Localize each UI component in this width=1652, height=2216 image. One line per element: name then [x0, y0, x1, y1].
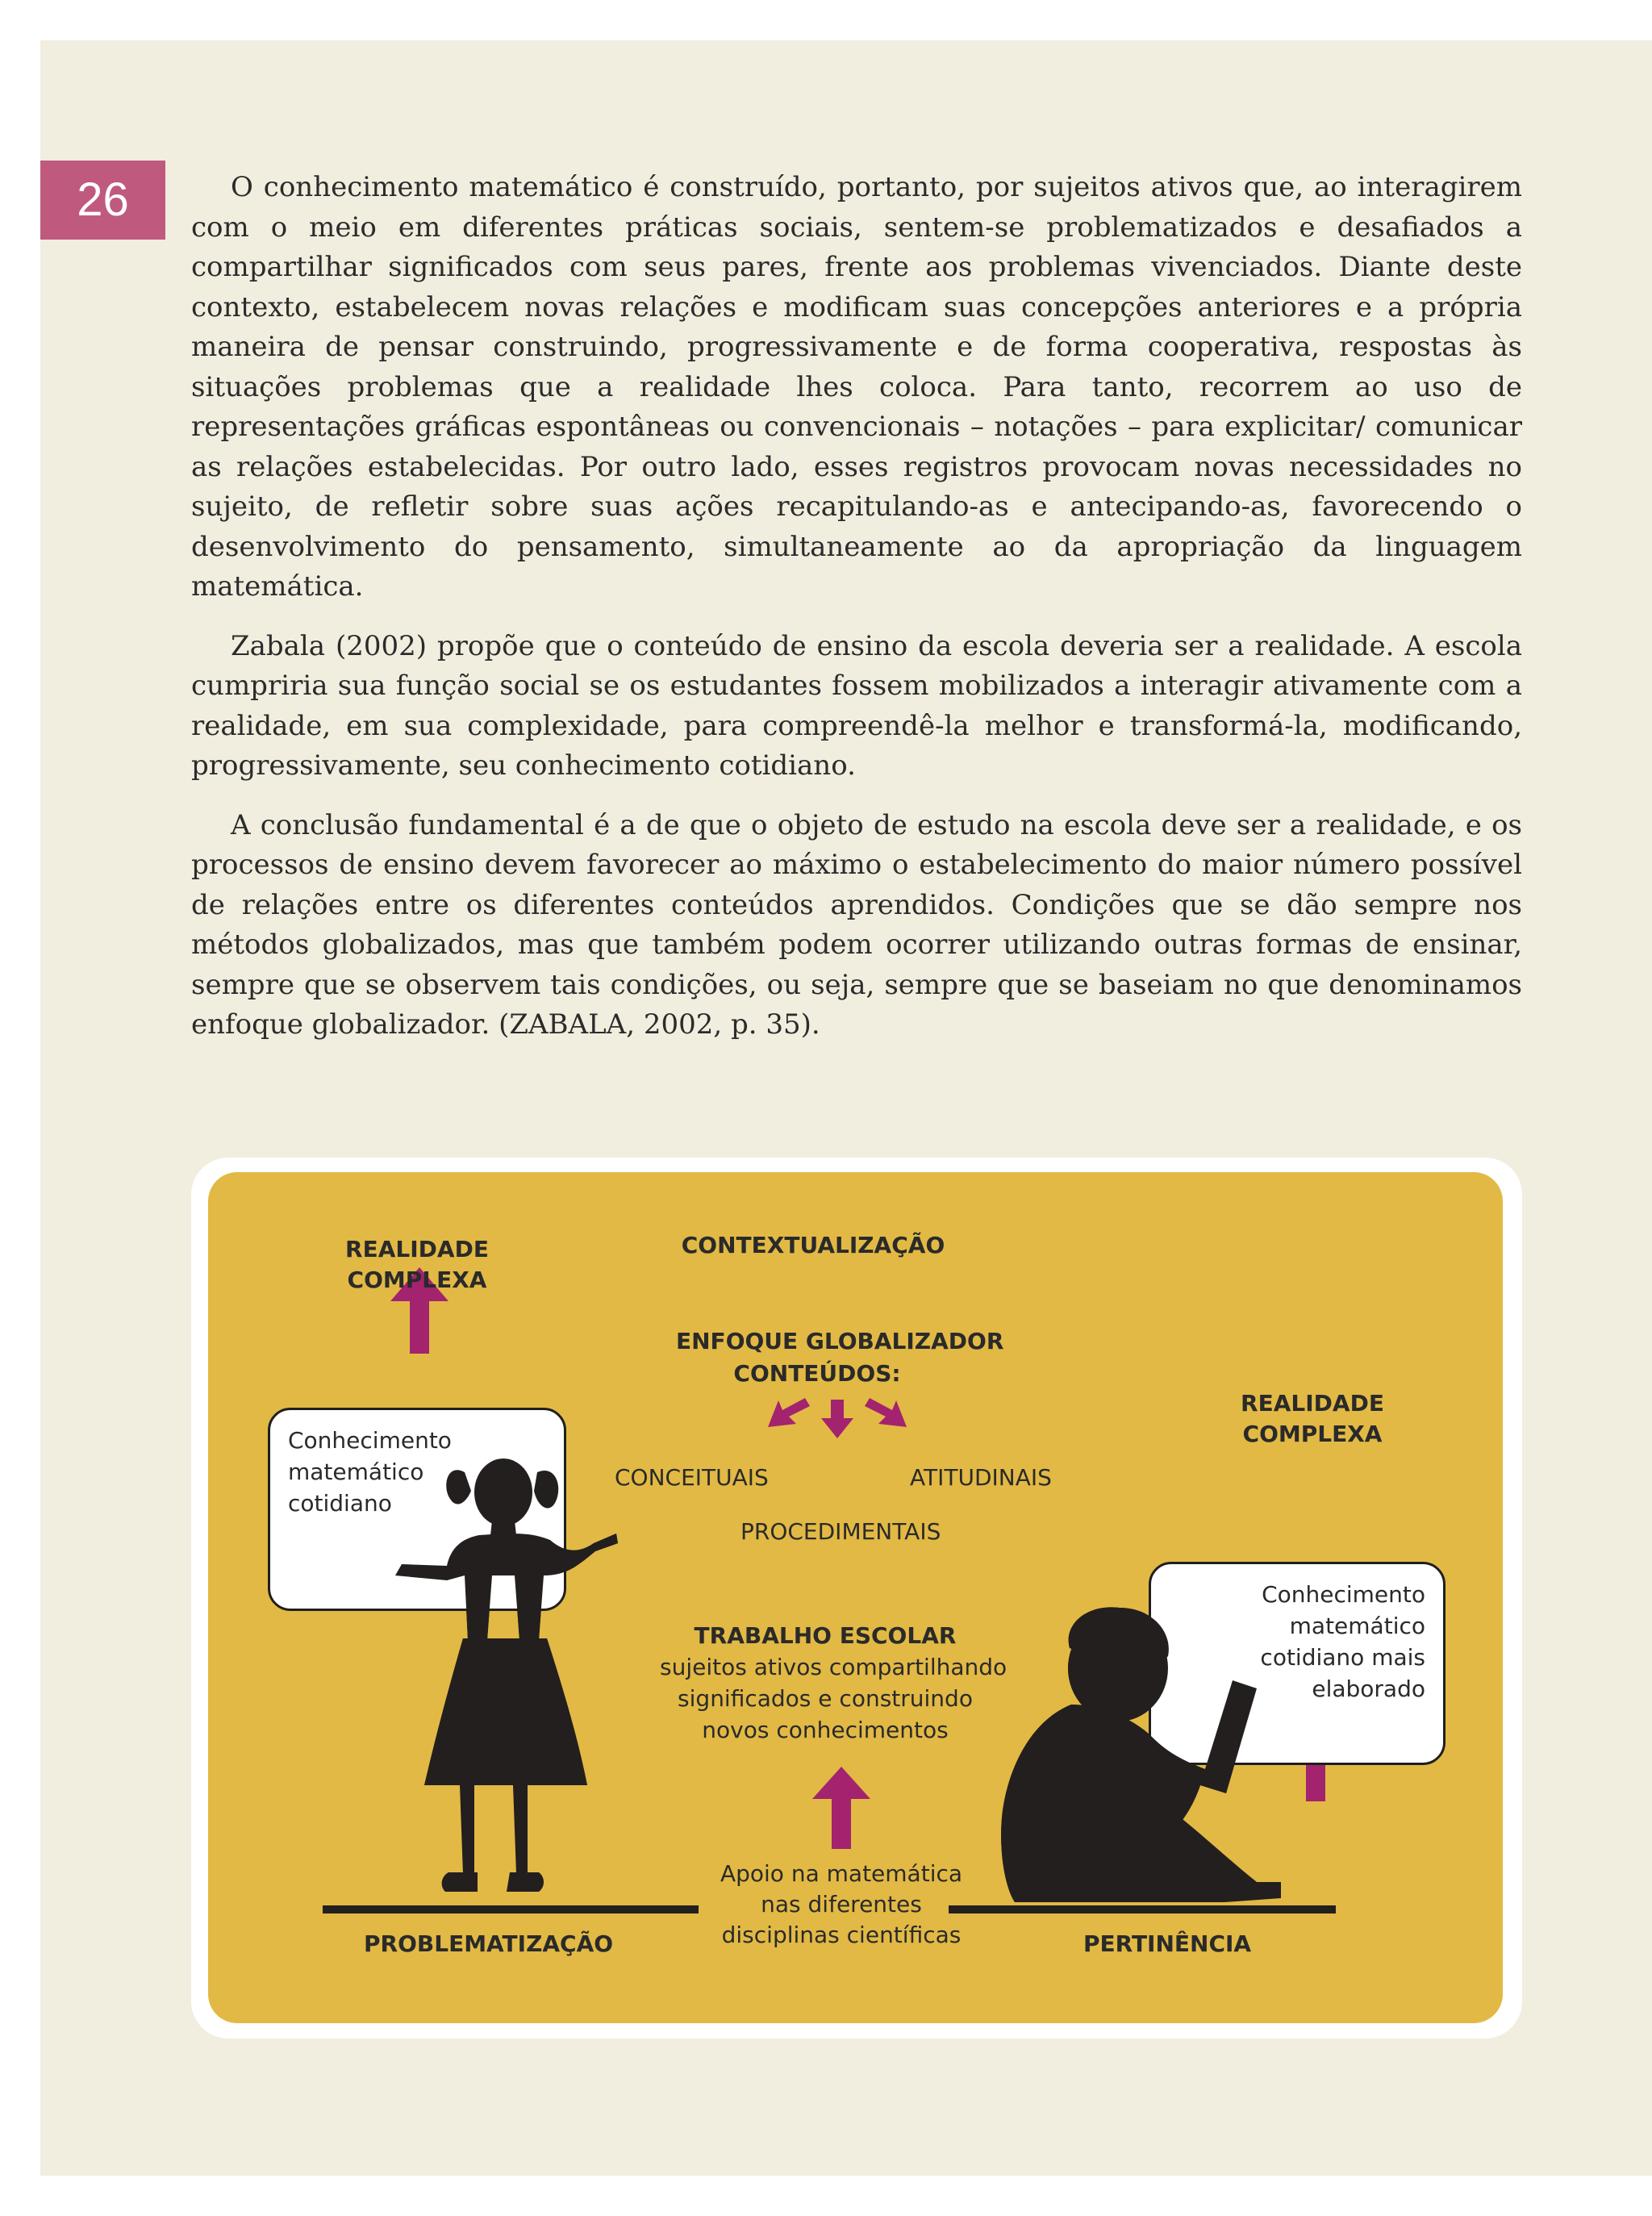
- conceituais-label: CONCEITUAIS: [615, 1464, 769, 1491]
- enfoque-globalizador-diagram: [208, 1172, 1503, 2023]
- page: [40, 40, 1652, 2176]
- paragraph-2: Zabala (2002) propõe que o conteúdo de ensino da escola deveria ser a realidade. A escola cumpriria sua função social se os estudantes fossem mobilizados a interagir ativamente com a realidade, em sua complexidade, para compreendê-la melhor e transformá-la, modificando, progressivamente, seu conhecimento cotidiano.: [191, 629, 1522, 782]
- enfoque-line2: CONTEÚDOS:: [733, 1360, 901, 1387]
- problematizacao-label: PROBLEMATIZAÇÃO: [364, 1930, 614, 1957]
- bubble-right-text: Conhecimento matemático cotidiano mais elaborado: [1260, 1581, 1425, 1702]
- body-text: [191, 168, 1522, 1065]
- diagram-frame: [191, 1158, 1522, 2039]
- apoio-line1: Apoio na matemática: [720, 1860, 963, 1887]
- trabalho-line1: sujeitos ativos compartilhando: [660, 1654, 1007, 1680]
- realidade-right-line2: COMPLEXA: [1242, 1421, 1383, 1447]
- pertinencia-label: PERTINÊNCIA: [1083, 1930, 1252, 1957]
- realidade-complexa-right: [1220, 1388, 1405, 1450]
- paragraph-3: A conclusão fundamental é a de que o objeto de estudo na escola deve ser a realidade, e os processos de ensino devem favorecer ao máximo o estabelecimento do maior número possível de relações entre os diferentes conteúdos aprendidos. Condições que se dão sempre nos métodos globalizados, mas que também podem ocorrer utilizando outras formas de ensinar, sempre que se observem tais condições, ou seja, sempre que se baseiam no que denominamos enfoque globalizador. (ZABALA, 2002, p. 35).: [191, 808, 1522, 1041]
- speech-bubble-left: [268, 1408, 566, 1611]
- apoio-line2: nas diferentes: [761, 1891, 922, 1918]
- apoio-matematica-block: [708, 1859, 974, 1951]
- trabalho-line3: novos conhecimentos: [702, 1717, 949, 1743]
- realidade-complexa-left: [324, 1234, 510, 1296]
- enfoque-line1: ENFOQUE GLOBALIZADOR: [676, 1328, 1004, 1354]
- trabalho-line2: significados e construindo: [678, 1685, 973, 1712]
- realidade-left-line2: COMPLEXA: [347, 1267, 487, 1293]
- paragraph-1: O conhecimento matemático é construído, portanto, por sujeitos ativos que, ao interagirem com o meio em diferentes práticas sociais, sentem-se problematizados e desafiados a compartilhar significados com seus pares, frente aos problemas vivenciados. Diante deste contexto, estabelecem novas relações e modificam suas concepções anteriores e a própria maneira de pensar construindo, progressivamente e de forma cooperativa, respostas às situações problemas que a realidade lhes coloca. Para tanto, recorrem ao uso de representações gráficas espontâneas ou convencionais – notações – para explicitar/ comunicar as relações estabelecidas. Por outro lado, esses registros provocam novas necessidades no sujeito, de refletir sobre suas ações recapitulando-as e antecipando-as, favorecendo o desenvolvimento do pensamento, simultaneamente ao da apropriação da linguagem matemática.: [191, 171, 1522, 603]
- contextualizacao-label: CONTEXTUALIZAÇÃO: [681, 1232, 945, 1258]
- ground-line-right: [949, 1905, 1336, 1913]
- bubble-left-text: Conhecimento matemático cotidiano: [288, 1427, 452, 1517]
- page-number: 26: [40, 161, 165, 240]
- trabalho-escolar-block: [660, 1620, 1007, 1746]
- realidade-right-line1: REALIDADE: [1241, 1390, 1384, 1417]
- arrow-up-center-icon: [812, 1767, 870, 1849]
- apoio-line3: disciplinas científicas: [721, 1922, 962, 1948]
- trabalho-escolar-title: TRABALHO ESCOLAR: [694, 1622, 957, 1649]
- ground-line-left: [323, 1905, 699, 1913]
- atitudinais-label: ATITUDINAIS: [910, 1464, 1052, 1491]
- three-way-arrows-icon: [768, 1398, 907, 1438]
- realidade-left-line1: REALIDADE: [345, 1236, 489, 1262]
- enfoque-globalizador-label: [676, 1325, 1004, 1390]
- procedimentais-label: PROCEDIMENTAIS: [740, 1518, 941, 1545]
- speech-bubble-right: [1149, 1562, 1446, 1765]
